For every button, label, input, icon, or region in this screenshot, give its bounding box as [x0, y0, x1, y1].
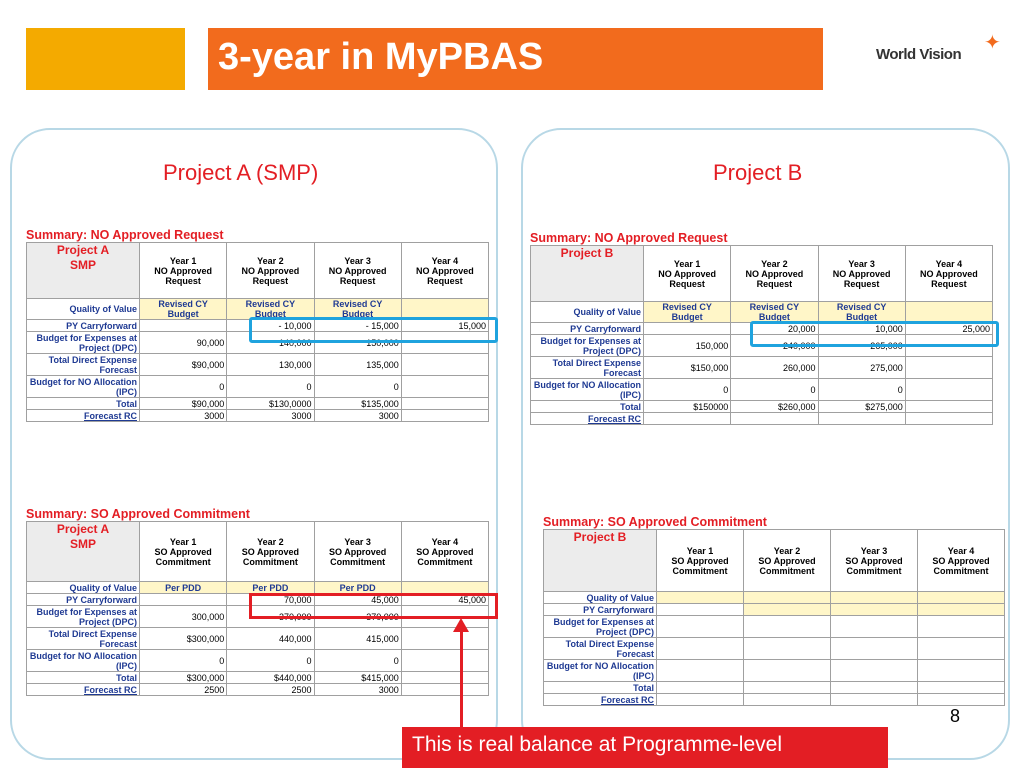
table-cell: 135,000	[314, 354, 401, 376]
table-cell: 440,000	[227, 628, 314, 650]
table-row	[544, 616, 1005, 638]
table-cell	[831, 660, 918, 682]
table-cell: 3000	[314, 684, 401, 696]
table-cell: $90,000	[140, 398, 227, 410]
row-label: Quality of Value	[27, 582, 140, 594]
table-cell: 45,000	[401, 594, 488, 606]
table-cell: Revised CY Budget	[731, 302, 818, 323]
year-header: Year 1 NO Approved Request	[140, 243, 227, 299]
table-cell: $300,000	[140, 672, 227, 684]
table-cell: $150000	[644, 401, 731, 413]
year-header: Year 4 SO Approved Commitment	[918, 530, 1005, 592]
row-label: Budget for NO Allocation (IPC)	[531, 379, 644, 401]
table-cell: 300,000	[140, 606, 227, 628]
row-label: PY Carryforward	[531, 323, 644, 335]
table-cell: Revised CY Budget	[227, 299, 314, 320]
table-cell	[401, 684, 488, 696]
table-row	[531, 401, 993, 413]
table-cell	[918, 592, 1005, 604]
row-label: Quality of Value	[544, 592, 657, 604]
table-cell: 20,000	[731, 323, 818, 335]
table-row	[544, 592, 1005, 604]
carryforward-highlight-b	[750, 321, 999, 347]
row-label: Budget for Expenses at Project (DPC)	[544, 616, 657, 638]
table-cell: 240,000	[731, 335, 818, 357]
row-label: Budget for NO Allocation (IPC)	[27, 650, 140, 672]
table-cell	[744, 694, 831, 706]
year-header: Year 3 NO Approved Request	[314, 243, 401, 299]
table-cell: 3000	[227, 410, 314, 422]
table-cell	[918, 638, 1005, 660]
table-cell: 150,000	[314, 332, 401, 354]
table-cell: - 15,000	[314, 320, 401, 332]
table-cell: 45,000	[314, 594, 401, 606]
table-cell: 70,000	[227, 594, 314, 606]
world-vision-logo	[876, 30, 1006, 70]
year-header: Year 2 SO Approved Commitment	[227, 522, 314, 582]
carryforward-highlight-so	[249, 593, 498, 619]
row-label: Budget for NO Allocation (IPC)	[544, 660, 657, 682]
table-cell	[140, 594, 227, 606]
table-cell	[831, 616, 918, 638]
table-row	[544, 694, 1005, 706]
table-row	[27, 650, 489, 672]
table-cell: $135,000	[314, 398, 401, 410]
row-label: Total	[27, 398, 140, 410]
year-header: Year 3 NO Approved Request	[818, 246, 905, 302]
table-header-row	[531, 246, 993, 302]
table-cell: 415,000	[314, 628, 401, 650]
table-cell: Per PDD	[140, 582, 227, 594]
table-cell: 370,000	[314, 606, 401, 628]
table-cell	[918, 694, 1005, 706]
star-icon: ✦	[984, 32, 1001, 54]
row-label: Quality of Value	[531, 302, 644, 323]
table-cell	[744, 638, 831, 660]
table-cell: 370,000	[227, 606, 314, 628]
table-cell	[831, 604, 918, 616]
table-row	[27, 410, 489, 422]
project-label: Project A SMP	[27, 243, 140, 299]
table-cell: - 10,000	[227, 320, 314, 332]
table-cell	[831, 638, 918, 660]
row-label: Forecast RC	[544, 694, 657, 706]
table-cell	[744, 682, 831, 694]
table-row	[27, 628, 489, 650]
table-cell	[905, 413, 992, 425]
table-cell: Revised CY Budget	[314, 299, 401, 320]
table-cell: Revised CY Budget	[644, 302, 731, 323]
table-cell: 2500	[140, 684, 227, 696]
row-label: PY Carryforward	[544, 604, 657, 616]
row-label: Forecast RC	[27, 410, 140, 422]
summary-table	[543, 529, 1005, 706]
table-cell	[657, 694, 744, 706]
table-cell	[644, 323, 731, 335]
year-header: Year 2 NO Approved Request	[731, 246, 818, 302]
table-cell: 25,000	[905, 323, 992, 335]
table-cell: 0	[227, 650, 314, 672]
table-cell: 90,000	[140, 332, 227, 354]
summary-title: Summary: SO Approved Commitment	[543, 515, 767, 529]
arrow-up-icon	[453, 618, 469, 632]
row-label: PY Carryforward	[27, 320, 140, 332]
row-label: Budget for Expenses at Project (DPC)	[27, 332, 140, 354]
slide-title: 3-year in MyPBAS	[218, 36, 544, 78]
table-cell	[744, 660, 831, 682]
table-cell: 0	[140, 650, 227, 672]
row-label: Budget for Expenses at Project (DPC)	[531, 335, 644, 357]
project-label: Project A SMP	[27, 522, 140, 582]
year-header: Year 4 NO Approved Request	[401, 243, 488, 299]
table-cell	[401, 628, 488, 650]
table-header-row	[544, 530, 1005, 592]
year-header: Year 4 NO Approved Request	[905, 246, 992, 302]
table-cell	[744, 604, 831, 616]
row-label: Budget for Expenses at Project (DPC)	[27, 606, 140, 628]
table-cell: 3000	[140, 410, 227, 422]
table-cell	[818, 413, 905, 425]
table-cell: Revised CY Budget	[140, 299, 227, 320]
table-row	[27, 376, 489, 398]
table-cell	[831, 694, 918, 706]
table-cell: Per PDD	[227, 582, 314, 594]
table-cell: $415,000	[314, 672, 401, 684]
table-cell	[744, 592, 831, 604]
table-cell: 15,000	[401, 320, 488, 332]
table-cell: $440,000	[227, 672, 314, 684]
table-cell	[401, 672, 488, 684]
table-cell: 2500	[227, 684, 314, 696]
table-cell	[140, 320, 227, 332]
table-cell	[657, 660, 744, 682]
year-header: Year 1 NO Approved Request	[644, 246, 731, 302]
year-header: Year 1 SO Approved Commitment	[657, 530, 744, 592]
table-cell	[918, 682, 1005, 694]
table-cell	[657, 604, 744, 616]
table-cell: 130,000	[227, 354, 314, 376]
table-cell	[401, 376, 488, 398]
table-cell	[744, 616, 831, 638]
table-cell: 0	[644, 379, 731, 401]
table-cell: 10,000	[818, 323, 905, 335]
table-row	[544, 682, 1005, 694]
year-header: Year 3 SO Approved Commitment	[314, 522, 401, 582]
project-label: Project B	[531, 246, 644, 302]
table-cell: 140,000	[227, 332, 314, 354]
table-cell	[731, 413, 818, 425]
table-row	[544, 660, 1005, 682]
table-cell: 0	[140, 376, 227, 398]
table-cell: 0	[227, 376, 314, 398]
table-cell	[401, 398, 488, 410]
callout-text: This is real balance at Programme-level	[412, 733, 782, 756]
year-header: Year 4 SO Approved Commitment	[401, 522, 488, 582]
year-header: Year 3 SO Approved Commitment	[831, 530, 918, 592]
row-label: Total Direct Expense Forecast	[27, 628, 140, 650]
table-cell: 260,000	[731, 357, 818, 379]
year-header: Year 2 NO Approved Request	[227, 243, 314, 299]
table-cell: 275,000	[818, 357, 905, 379]
row-label: Total Direct Expense Forecast	[531, 357, 644, 379]
table-row	[544, 604, 1005, 616]
row-label: Forecast RC	[531, 413, 644, 425]
table-row	[27, 398, 489, 410]
table-row	[531, 413, 993, 425]
table-row	[531, 357, 993, 379]
table-cell	[401, 582, 488, 594]
table-cell: $130,0000	[227, 398, 314, 410]
table-cell: 0	[314, 650, 401, 672]
table-cell	[905, 357, 992, 379]
table-cell: $300,000	[140, 628, 227, 650]
table-cell: $260,000	[731, 401, 818, 413]
table-row	[544, 638, 1005, 660]
project-b-title: Project B	[713, 160, 803, 185]
row-label: Budget for NO Allocation (IPC)	[27, 376, 140, 398]
project-b-so-summary	[543, 515, 1005, 706]
row-label: Total	[531, 401, 644, 413]
table-row	[531, 302, 993, 323]
row-label: Total	[27, 672, 140, 684]
table-cell: $150,000	[644, 357, 731, 379]
table-cell	[831, 592, 918, 604]
table-cell: Revised CY Budget	[818, 302, 905, 323]
table-header-row	[27, 522, 489, 582]
table-cell: 0	[818, 379, 905, 401]
project-a-title: Project A (SMP)	[163, 160, 319, 185]
logo-text: World Vision	[876, 46, 962, 63]
table-cell	[831, 682, 918, 694]
project-label: Project B	[544, 530, 657, 592]
row-label: Total	[544, 682, 657, 694]
row-label: Quality of Value	[27, 299, 140, 320]
table-cell: 0	[314, 376, 401, 398]
table-cell: Per PDD	[314, 582, 401, 594]
table-cell	[905, 379, 992, 401]
table-cell: 3000	[314, 410, 401, 422]
table-cell	[657, 682, 744, 694]
year-header: Year 1 SO Approved Commitment	[140, 522, 227, 582]
callout-arrow-line	[460, 628, 463, 728]
table-cell	[401, 410, 488, 422]
table-cell	[401, 650, 488, 672]
table-cell	[657, 592, 744, 604]
table-cell	[644, 413, 731, 425]
table-cell	[918, 616, 1005, 638]
table-row	[27, 582, 489, 594]
table-cell	[905, 302, 992, 323]
table-cell: $90,000	[140, 354, 227, 376]
table-cell: 265,000	[818, 335, 905, 357]
summary-title: Summary: NO Approved Request	[26, 228, 224, 242]
table-row	[531, 379, 993, 401]
table-cell	[657, 638, 744, 660]
table-cell: 0	[731, 379, 818, 401]
carryforward-highlight-a	[249, 317, 498, 343]
table-row	[27, 354, 489, 376]
table-cell	[401, 354, 488, 376]
table-cell	[918, 660, 1005, 682]
table-cell: $275,000	[818, 401, 905, 413]
table-header-row	[27, 243, 489, 299]
row-label: Forecast RC	[27, 684, 140, 696]
table-cell	[657, 616, 744, 638]
table-row	[27, 684, 489, 696]
table-cell: 150,000	[644, 335, 731, 357]
table-cell	[905, 401, 992, 413]
summary-title: Summary: NO Approved Request	[530, 231, 728, 245]
row-label: PY Carryforward	[27, 594, 140, 606]
table-row	[27, 672, 489, 684]
row-label: Total Direct Expense Forecast	[544, 638, 657, 660]
row-label: Total Direct Expense Forecast	[27, 354, 140, 376]
accent-block	[26, 28, 185, 90]
page-number: 8	[950, 706, 961, 726]
year-header: Year 2 SO Approved Commitment	[744, 530, 831, 592]
summary-title: Summary: SO Approved Commitment	[26, 507, 250, 521]
table-cell	[918, 604, 1005, 616]
